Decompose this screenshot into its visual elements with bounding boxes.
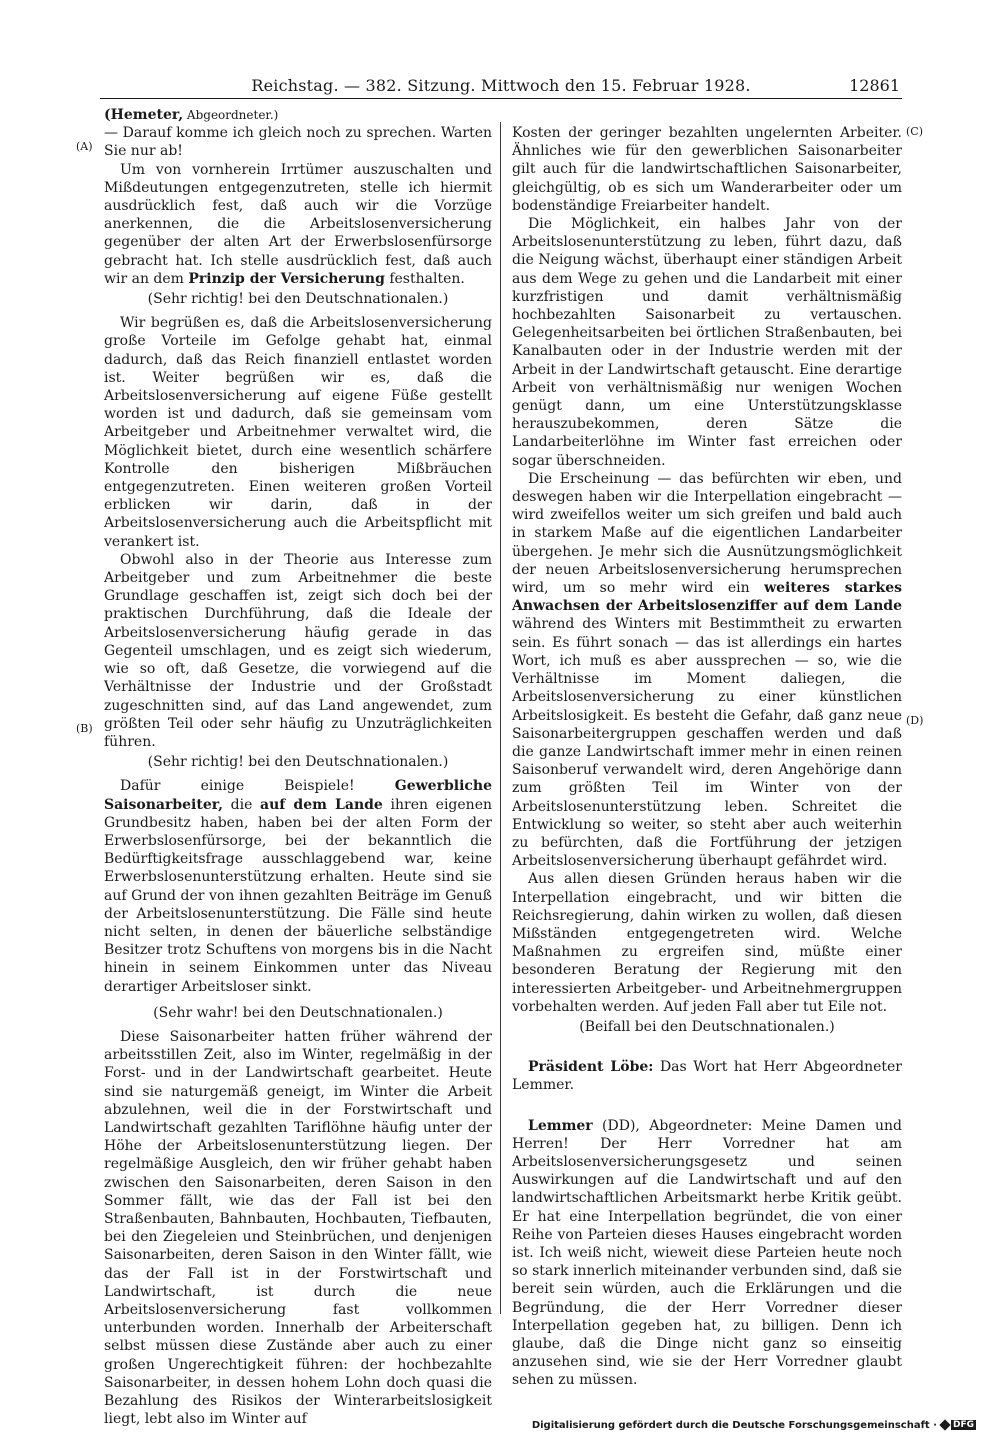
margin-mark-b: (B) — [76, 722, 93, 735]
interjection: (Sehr wahr! bei den Deutschnationalen.) — [153, 1004, 443, 1021]
margin-mark-a: (A) — [76, 140, 93, 153]
page-number: 12861 — [849, 76, 900, 95]
paragraph — [104, 161, 492, 288]
column-divider — [500, 122, 501, 1314]
text-run: ihren eigenen Grundbesitz haben, haben bei der alten Form der Erwerbslosenfürsorge, bei der bekanntlich die Bedürftigkeitsfrage ausschlaggebend war, keine Erwerbslosenunterstützung erhalten. Heute sind sie auf Grund der von ihnen gezahlten Beiträge im Genuß der Arbeitslosenunterstützung. Die Fälle sind heute nicht selten, in denen der bäuerliche selbständige Besitzer trotz Schuftens von morgens bis in die Nacht hinein in seinem Einkommen unter das Niveau derartiger Arbeitsloser sinkt. — [104, 796, 492, 995]
emphasis: Prinzip der Versicherung — [188, 270, 385, 287]
paragraph: Wir begrüßen es, daß die Arbeitslosenversicherung große Vorteile im Gefolge gehabt hat, einmal dadurch, daß das Reich finanziell entlastet worden ist. Weiter begrüßen wir es, daß die Arbeitslosenversicherung auf eigene Füße gestellt worden ist und dadurch, daß sie gemeinsam vom Arbeitgeber und Arbeitnehmer verwaltet wird, die Möglichkeit bietet, durch eine wesentlich schärfere Kontrolle den bisherigen Mißbräuchen entgegenzutreten. Einen weiteren großen Vorteil erblicken wir darin, daß in der Arbeitslosenversicherung auch die Arbeitspflicht mit verankert ist. — [104, 315, 492, 550]
paragraph — [512, 470, 902, 870]
paragraph — [104, 777, 492, 995]
dfg-logo-text: DFG — [952, 1420, 974, 1430]
speaker-name: Präsident Löbe: — [528, 1059, 654, 1076]
speaker-paragraph — [512, 1058, 902, 1094]
margin-mark-d: (D) — [906, 714, 924, 727]
dfg-diamond-icon — [939, 1419, 950, 1430]
emphasis: weiteres starkes Anwachsen der Arbeitslosenziffer auf dem Lande — [512, 580, 902, 615]
speaker-paragraph — [512, 1117, 902, 1390]
paragraph: Obwohl also in der Theorie aus Interesse zum Arbeitgeber und zum Arbeitnehmer die beste Grundlage geschaffen ist, zeigt sich doch bei der praktischen Durchführung, daß die Ideale der Arbeitslosenversicherung häufig gerade in das Gegenteil umschlagen, und es zeigt sich wiederum, wie so oft, daß Gesetze, die vorwiegend auf die Verhältnisse der Industrie und der Großstadt zugeschnitten sind, auf das Land angewendet, zum größten Teil oder sehr häufig zu Unzuträglichkeiten führen. — [104, 551, 492, 750]
footer-text: Digitalisierung gefördert durch die Deutsche Forschungsgemeinschaft · — [531, 1419, 937, 1431]
text-run: während des Winters mit Bestimmtheit zu erwarten sein. Es führt sonach — das ist allerdings ein hartes Wort, ich muß es aber aussprechen — so, wie die Verhältnisse im Moment daliegen, die Arbeitslosenversicherung zu einer künstlichen Arbeitslosigkeit. Es besteht die Gefahr, daß ganz neue Saisonarbeitergruppen geschaffen werden und daß die ganze Landwirtschaft immer mehr in einen reinen Saisonberuf verwandelt wird, deren Angehörige dann zum größten Teil im Winter von der Arbeitslosenunterstützung leben. Schreitet die Entwicklung so weiter, so steht aber auch weiterhin zu befürchten, daß die Fortführung der jetzigen Arbeitslosenversicherung überhaupt gefährdet wird. — [512, 616, 902, 870]
paragraph: Diese Saisonarbeiter hatten früher während der arbeitsstillen Zeit, also im Winter, regelmäßig in der Forst- und in der Landwirtschaft gearbeitet. Heute sind sie naturgemäß geneigt, im Winter die Arbeit abzulehnen, weil die in der Forstwirtschaft und Landwirtschaft gezahlten Tariflöhne häufig unter der Höhe der Arbeitslosenunterstützung liegen. Der regelmäßige Ausgleich, den wir früher gehabt haben zwischen den Saisonarbeiten, deren Saison in den Sommer fällt, wie das der Fall ist bei den Straßenbauten, Bahnbauten, Hochbauten, Tiefbauten, bei den Ziegeleien und Steinbrüchen, und denjenigen Saisonarbeiten, deren Saison in den Winter fällt, wie das der Fall ist in der Forstwirtschaft und Landwirtschaft, ist durch die neue Arbeitslosenversicherung fast vollkommen unterbunden worden. Innerhalb der Arbeiterschaft selbst müssen diese Zustände aber auch zu einer großen Ungerechtigkeit führen: der hochbezahlte Saisonarbeiter, in dessen hohem Lohn doch quasi die Bezahlung des Risikos der Winterarbeitslosigkeit liegt, lebt also im Winter auf — [104, 1028, 492, 1428]
paragraph: — Darauf komme ich gleich noch zu sprechen. Warten Sie nur ab! — [104, 125, 492, 160]
text-run: Um von vornherein Irrtümer auszuschalten und Mißdeutungen entgegenzutreten, stelle ich hiermit ausdrücklich fest, daß auch wir die Vorzüge anerkennen, die die Arbeitslosenversicherung gegenüber der alten Art der Erwerbslosenfürsorge gebracht hat. Ich stelle ausdrücklich fest, daß auch wir an dem — [104, 161, 492, 287]
text-run: die — [222, 796, 261, 813]
speaker-name: (Hemeter, — [104, 107, 184, 123]
left-column — [104, 106, 492, 1428]
margin-mark-c: (C) — [906, 125, 923, 138]
text-run: (DD), Abgeordneter: Meine Damen und Herren! Der Herr Vorredner hat am Arbeitslosenversicherungsgesetz und seinen Auswirkungen auf die Landwirtschaft und auf den landwirtschaftlichen Arbeitsmarkt herbe Kritik geübt. Er hat eine Interpellation begründet, die von einer Reihe von Parteien dieses Hauses eingebracht worden ist. Ich weiß nicht, wieweit diese Parteien heute noch so stark innerlich miteinander verbunden sind, daß sie bereit sein würden, auch die Erklärungen und die Begründung, die der Herr Vorredner dieser Interpellation gegeben hat, zu billigen. Denn ich glaube, daß die Dinge nicht ganz so einseitig anzusehen sind, wie sie der Herr Vorredner glaubt sehen zu müssen. — [512, 1117, 902, 1389]
paragraph: Kosten der geringer bezahlten ungelernten Arbeiter. Ähnliches wie für den gewerblichen Saisonarbeiter gilt auch für die landwirtschaftlichen Saisonarbeiter, gleichgültig, ob es sich um Wanderarbeiter oder um bodenständige Freiarbeiter handelt. — [512, 125, 902, 214]
page-header — [100, 74, 902, 99]
text-run: festhalten. — [384, 270, 465, 287]
interjection: (Beifall bei den Deutschnationalen.) — [579, 1018, 835, 1035]
text-run: Das Wort hat Herr Abgeordneter Lemmer. — [512, 1059, 902, 1094]
interjection: (Sehr richtig! bei den Deutschnationalen.) — [147, 754, 449, 771]
emphasis: Gewerbliche Saisonarbeiter, — [104, 778, 492, 813]
footer — [532, 1418, 976, 1432]
dfg-logo — [941, 1420, 976, 1430]
paragraph: Die Möglichkeit, ein halbes Jahr von der Arbeitslosenunterstützung zu leben, führt dazu, daß die Neigung wächst, überhaupt einer ständigen Arbeit aus dem Wege zu gehen und die Landarbeit mit einer kurzfristigen und damit verhältnismäßig hochbezahlten Saisonarbeit zu vertauschen. Gelegenheitsarbeiten bei örtlichen Straßenbauten, bei Kanalbauten oder in der Industrie werden mit der Arbeit in der Landwirtschaft getauscht. Eine derartige Arbeit von verhältnismäßig nur wenigen Wochen genügt dann, um eine Unterstützungsklasse herauszubekommen, deren Sätze die Landarbeiterlöhne im Winter fast erreichen oder sogar überschneiden. — [512, 216, 902, 469]
paragraph: Aus allen diesen Gründen heraus haben wir die Interpellation eingebracht, und wir bitten die Reichsregierung, dahin wirken zu wollen, daß diesen Mißständen entgegengetreten wird. Welche Maßnahmen zu ergreifen sind, müßte einer besonderen Beratung der Regierung mit den interessierten Arbeitgeber- und Arbeitnehmergruppen vorbehalten werden. Auf jeden Fall aber tut Eile not. — [512, 871, 902, 1015]
text-run: Die Erscheinung — das befürchten wir eben, und deswegen haben wir die Interpellation eingebracht — wird zweifellos weiter um sich greifen und bald auch in starkem Maße auf die eigentlichen Landarbeiter übergehen. Je mehr sich die Ausnützungsmöglichkeit der neuen Arbeitslosenversicherung herumsprechen wird, um so mehr wird ein — [512, 470, 902, 597]
interjection: (Sehr richtig! bei den Deutschnationalen.) — [147, 291, 449, 308]
speaker-name: Lemmer — [528, 1117, 593, 1134]
text-run: Dafür einige Beispiele! — [120, 778, 395, 795]
emphasis: auf dem Lande — [260, 796, 383, 813]
right-column — [512, 124, 902, 1390]
page-title: Reichstag. — 382. Sitzung. Mittwoch den 15. Februar 1928. — [251, 76, 751, 95]
speaker-role: Abgeordneter.) — [183, 108, 279, 122]
speaker-line — [104, 106, 492, 124]
